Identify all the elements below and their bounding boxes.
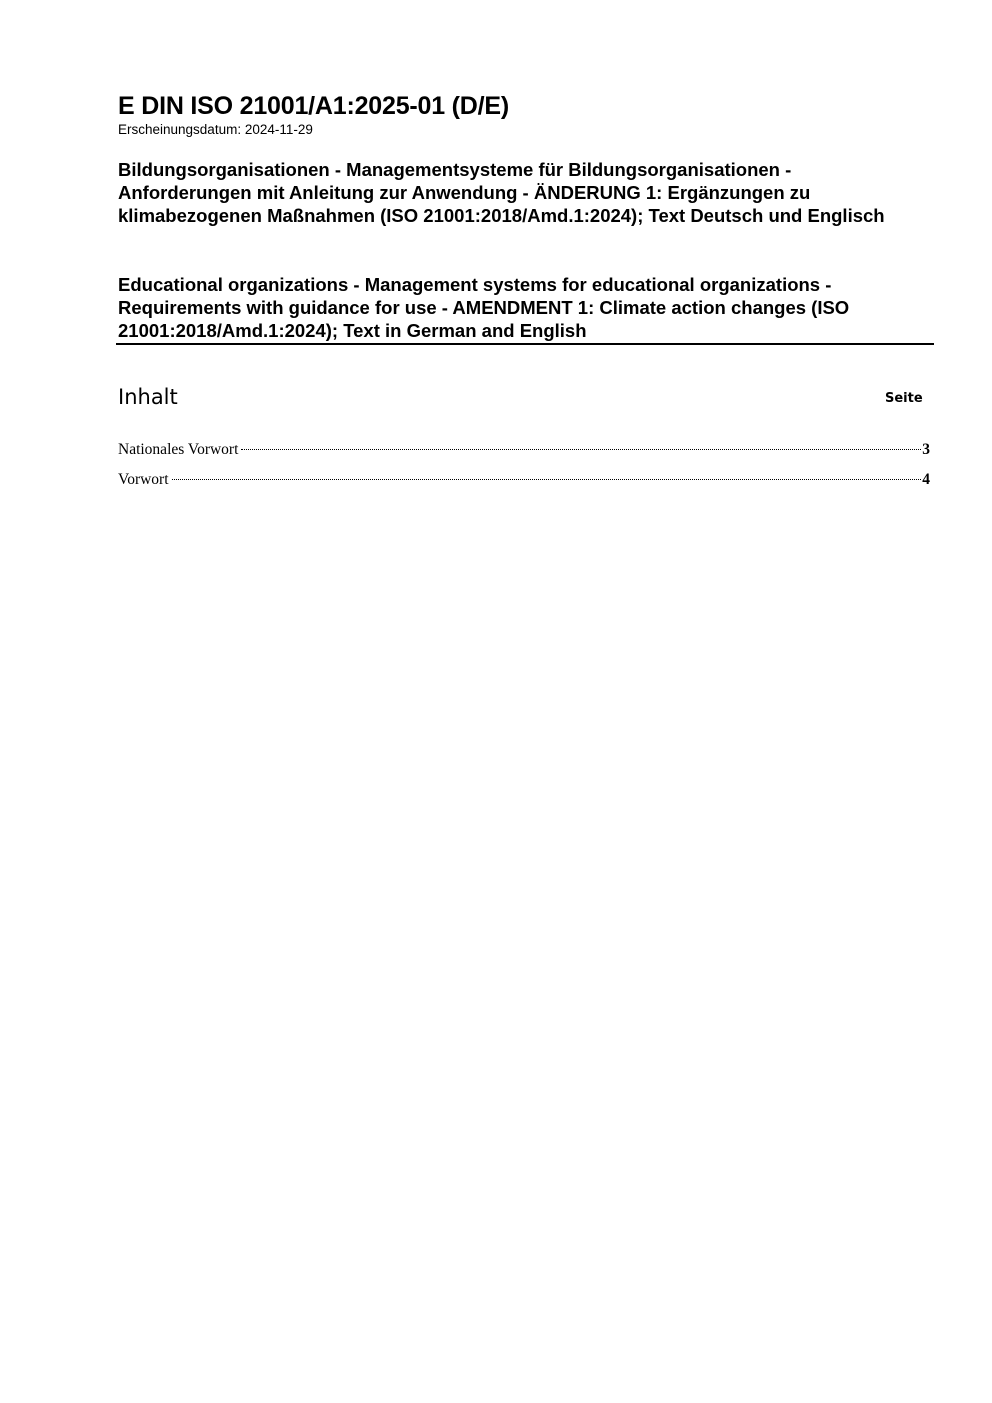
toc-entry-page: 4 <box>922 471 930 488</box>
toc-entry-nationales-vorwort[interactable] <box>118 440 930 470</box>
publication-date: Erscheinungsdatum: 2024-11-29 <box>118 122 313 137</box>
document-number: E DIN ISO 21001/A1:2025-01 (D/E) <box>118 92 509 120</box>
toc-leader-dots <box>241 449 921 450</box>
title-german: Bildungsorganisationen - Managementsysteme für Bildungsorganisationen - Anforderungen mit Anleitung zur Anwendung - ÄNDERUNG 1: Ergänzungen zu klimabezogenen Maßnahmen (ISO 21001:2018/Amd.1:2024); Text Deutsch und Englisch <box>118 159 885 226</box>
toc-entry-vorwort[interactable] <box>118 470 930 500</box>
title-english: Educational organizations - Management systems for educational organizations - Requirements with guidance for use - AMENDMENT 1: Climate action changes (ISO 21001:2018/Amd.1:2024); Text in German and English <box>118 274 850 341</box>
toc-entry-label: Vorwort <box>118 471 169 488</box>
toc-page-column-heading: Seite <box>885 391 923 406</box>
table-of-contents <box>118 440 930 500</box>
toc-entry-page: 3 <box>922 441 930 458</box>
title-divider <box>116 343 934 345</box>
toc-entry-label: Nationales Vorwort <box>118 441 239 458</box>
document-header <box>118 92 934 138</box>
toc-leader-dots <box>172 479 922 480</box>
toc-heading: Inhalt <box>118 385 178 409</box>
